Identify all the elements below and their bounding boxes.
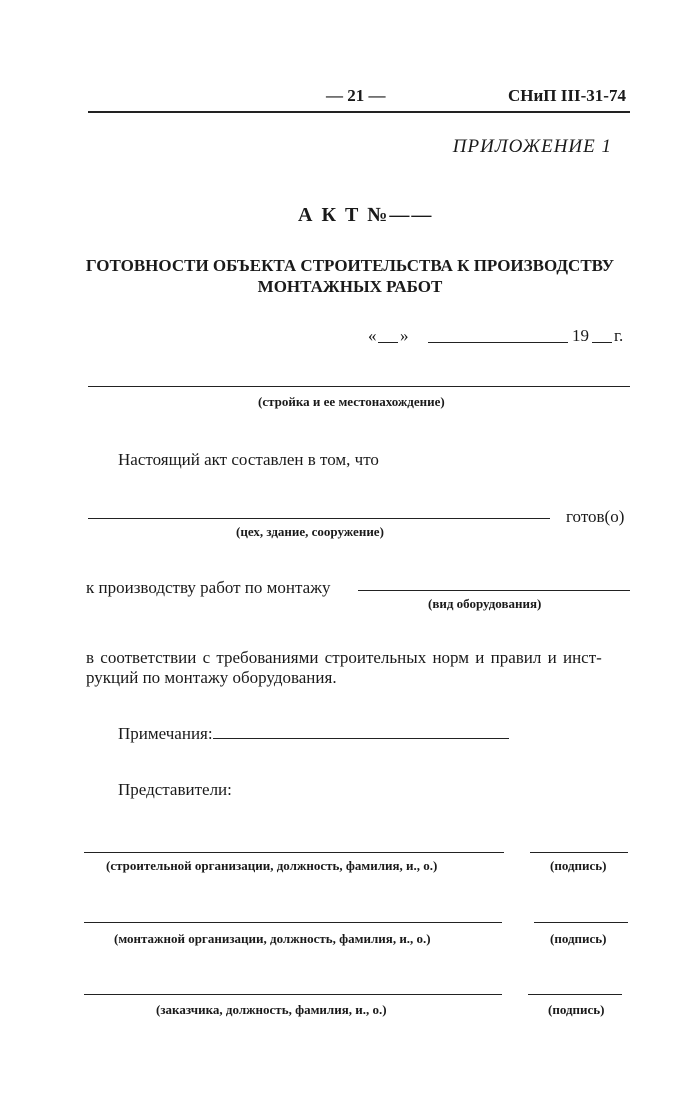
signature-sign-caption: (подпись) (550, 931, 607, 946)
signature-role-line (84, 852, 504, 853)
act-title: А К Т №—— (298, 204, 434, 226)
signature-sign-caption: (подпись) (548, 1002, 605, 1017)
signature-role-line (84, 994, 502, 995)
notes-field-line (213, 738, 509, 739)
representatives-label: Представители: (118, 780, 232, 799)
appendix-label: ПРИЛОЖЕНИЕ 1 (452, 136, 612, 157)
mounting-text: к производству работ по монтажу (86, 578, 331, 597)
signature-role-caption: (заказчика, должность, фамилия, и., о.) (156, 1002, 387, 1017)
act-subtitle-line2: МОНТАЖНЫХ РАБОТ (257, 277, 443, 296)
intro-text: Настоящий акт составлен в том, что (118, 450, 379, 469)
date-year-blank (592, 342, 612, 343)
equipment-field-line (358, 590, 630, 591)
signature-sign-line (528, 994, 622, 995)
signature-role-caption: (монтажной организации, должность, фамилия, и., о.) (114, 931, 431, 946)
page-number: — 21 — (326, 86, 386, 105)
signature-sign-line (530, 852, 628, 853)
signature-sign-line (534, 922, 628, 923)
compliance-line2: рукций по монтажу оборудования. (86, 668, 337, 687)
notes-label: Примечания: (118, 724, 213, 743)
site-caption: (стройка и ее местонахождение) (258, 394, 445, 409)
date-open-quote: « (368, 326, 377, 345)
date-year-suffix: г. (614, 326, 624, 345)
header-rule (88, 111, 630, 113)
signature-sign-caption: (подпись) (550, 858, 607, 873)
act-subtitle-line1: ГОТОВНОСТИ ОБЪЕКТА СТРОИТЕЛЬСТВА К ПРОИЗВОДСТВУ (85, 256, 615, 275)
equipment-caption: (вид оборудования) (428, 596, 542, 611)
date-month-blank (428, 342, 568, 343)
signature-role-line (84, 922, 502, 923)
building-field-line (88, 518, 550, 519)
site-field-line (88, 386, 630, 387)
compliance-line1: в соответствии с требованиями строительных норм и правил и инст- (86, 648, 602, 667)
building-caption: (цех, здание, сооружение) (236, 524, 384, 539)
date-close-quote: » (400, 326, 409, 345)
date-day-blank (378, 342, 398, 343)
document-code: СНиП III-31-74 (508, 86, 626, 105)
signature-role-caption: (строительной организации, должность, фамилия, и., о.) (106, 858, 438, 873)
date-year-prefix: 19 (572, 326, 589, 345)
ready-text: готов(о) (566, 507, 625, 526)
